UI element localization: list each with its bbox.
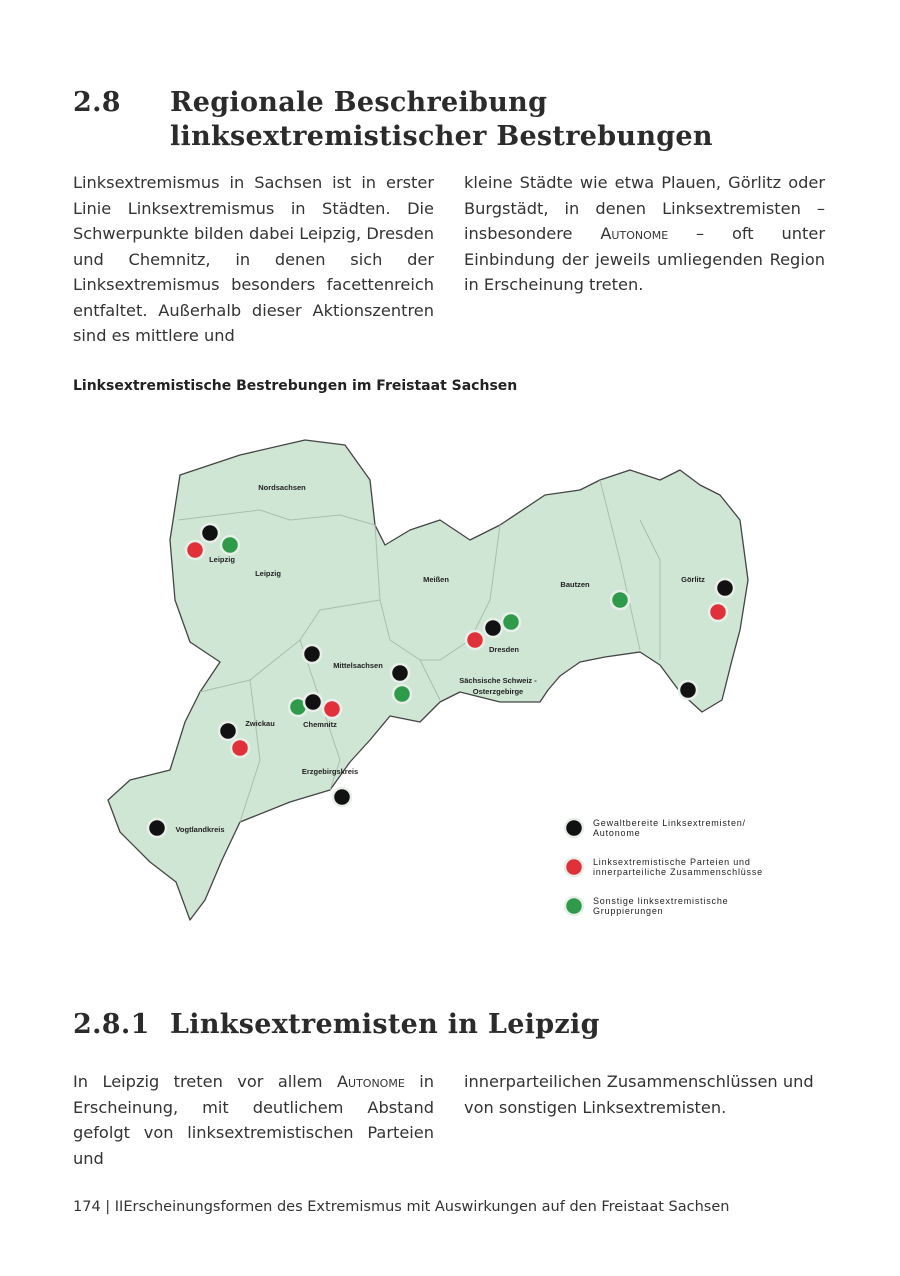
violent-autonome-marker [484, 619, 502, 637]
district-label: Osterzgebirge [472, 687, 524, 696]
party-marker [466, 631, 484, 649]
violent-autonome-marker [565, 819, 583, 837]
party-marker [186, 541, 204, 559]
section-number: 2.8 [73, 87, 121, 118]
section-title-line1: Regionale Beschreibung [170, 87, 548, 118]
legend-label: Linksextremistische Parteien und [593, 857, 751, 867]
subsection-title: Linksextremisten in Leipzig [170, 1009, 600, 1040]
violent-autonome-marker [391, 664, 409, 682]
text: In Leipzig treten vor allem [73, 1072, 337, 1091]
district-label: Mittelsachsen [333, 661, 383, 670]
party-marker [323, 700, 341, 718]
district-label: Erzgebirgskreis [301, 767, 359, 776]
text: in Erscheinung, mit deutlichem Abstand gefolgt von linksextremistischen Parteien und [73, 1072, 434, 1168]
subsection-number: 2.8.1 [73, 1009, 150, 1040]
district-label: Leipzig [209, 555, 235, 564]
other-group-marker [221, 536, 239, 554]
legend-label: Gewaltbereite Linksextremisten/ [593, 818, 746, 828]
legend-label: Autonome [593, 828, 641, 838]
violent-autonome-marker [304, 693, 322, 711]
other-group-marker [393, 685, 411, 703]
district-label: Dresden [488, 645, 520, 654]
violent-autonome-marker [148, 819, 166, 837]
legend-label: Sonstige linksextremistische [593, 896, 729, 906]
party-marker [231, 739, 249, 757]
district-label: Bautzen [560, 580, 590, 589]
district-label: Vogtlandkreis [175, 825, 225, 834]
autonome-term: Autonome [600, 224, 669, 243]
other-group-marker [611, 591, 629, 609]
other-group-marker [565, 897, 583, 915]
district-label: Leipzig [255, 569, 281, 578]
party-marker [709, 603, 727, 621]
district-label: Chemnitz [303, 720, 337, 729]
autonome-term: Autonome [336, 1072, 405, 1091]
other-group-marker [502, 613, 520, 631]
district-label: Görlitz [681, 575, 705, 584]
violent-autonome-marker [219, 722, 237, 740]
district-label: Zwickau [245, 719, 275, 728]
legend-label: innerparteiliche Zusammenschlüsse [593, 867, 763, 877]
leipzig-left-column [73, 1069, 434, 1171]
intro-left-column: Linksextremismus in Sachsen ist in erster Linie Linksextremismus in Städten. Die Schwerpunkte bilden dabei Leipzig, Dresden und Chemnitz, in denen sich der Linksextremismus besonders facettenreich entfaltet. Außerhalb dieser Aktionszentren sind es mittlere und [73, 173, 434, 345]
violent-autonome-marker [679, 681, 697, 699]
violent-autonome-marker [303, 645, 321, 663]
violent-autonome-marker [333, 788, 351, 806]
legend-label: Gruppierungen [593, 906, 664, 916]
text: kleine Städte wie etwa Plauen, Görlitz oder Burgstädt, in denen Linksextremisten – insbesondere [464, 173, 825, 243]
section-title-line2: linksextremistischer Bestrebungen [170, 121, 713, 152]
district-label: Nordsachsen [258, 483, 306, 492]
district-label: Meißen [423, 575, 449, 584]
leipzig-right-column: innerparteilichen Zusammenschlüssen und von sonstigen Linksextremisten. [464, 1072, 814, 1117]
page-footer: 174 | IIErscheinungsformen des Extremismus mit Auswirkungen auf den Freistaat Sachsen [73, 1199, 730, 1215]
district-label: Sächsische Schweiz - [459, 676, 537, 685]
text: – oft unter Einbindung der jeweils umliegenden Region in Erscheinung treten. [464, 224, 825, 294]
map-caption: Linksextremistische Bestrebungen im Freistaat Sachsen [73, 378, 518, 394]
party-marker [565, 858, 583, 876]
violent-autonome-marker [716, 579, 734, 597]
map-outline [108, 440, 748, 920]
violent-autonome-marker [201, 524, 219, 542]
